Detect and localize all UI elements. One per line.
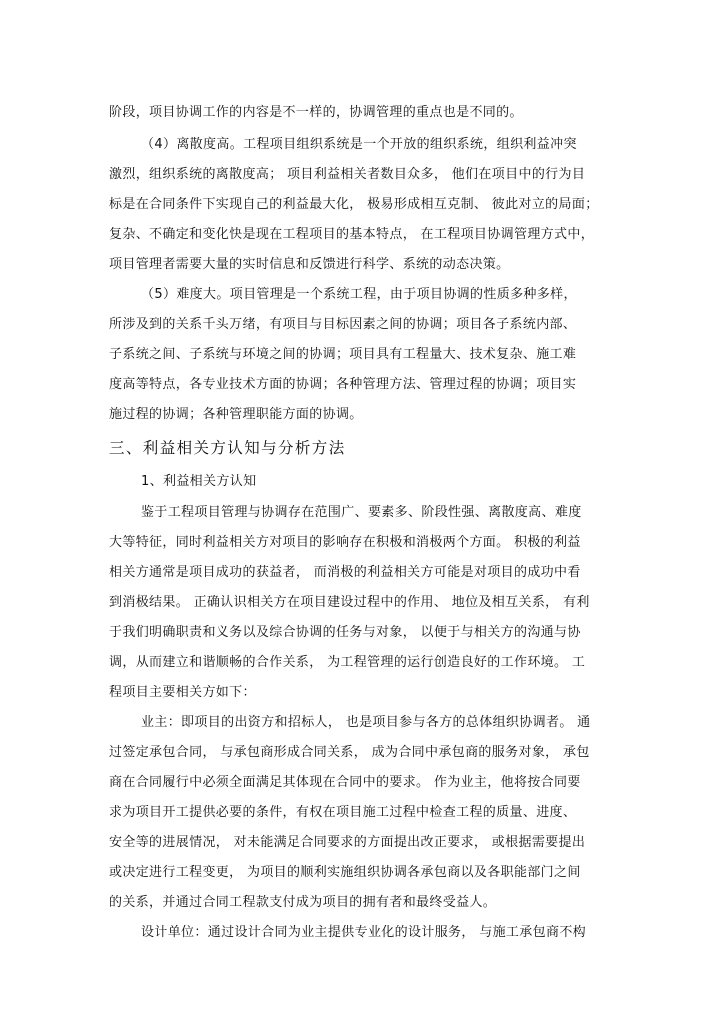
subsection-heading: 1、利益相关方认知 — [141, 474, 257, 489]
paragraph-start-line: 鉴于工程项目管理与协调存在范围广、要素多、阶段性强、离散度高、难度 — [141, 505, 582, 520]
text-line: 或决定进行工程变更， 为项目的顺利实施组织协调各承包商以及各职能部门之间 — [109, 865, 581, 880]
text-line: 项目管理者需要大量的实时信息和反馈进行科学、系统的动态决策。 — [109, 257, 510, 272]
paragraph-start-line: （5）难度大。项目管理是一个系统工程，由于项目协调的性质多种多样， — [141, 287, 577, 302]
paragraph-start-line: （4）离散度高。工程项目组织系统是一个开放的组织系统，组织利益冲突 — [141, 137, 577, 152]
text-line: 于我们明确职责和义务以及综合协调的任务与对象， 以便于与相关方的沟通与协 — [109, 625, 581, 640]
text-line: 标是在合同条件下实现自己的利益最大化， 极易形成相互克制、 彼此对立的局面； — [109, 197, 599, 212]
text-line: 商在合同履行中必须全面满足其体现在合同中的要求。 作为业主，他将按合同要 — [109, 775, 581, 790]
text-line: 度高等特点，各专业技术方面的协调；各种管理方法、管理过程的协调；项目实 — [109, 377, 577, 392]
text-line: 施过程的协调；各种管理职能方面的协调。 — [109, 407, 363, 422]
text-line: 阶段，项目协调工作的内容是不一样的，协调管理的重点也是不同的。 — [109, 105, 523, 120]
text-line: 所涉及到的关系千头万绪，有项目与目标因素之间的协调；项目各子系统内部、 — [109, 317, 577, 332]
text-line: 程项目主要相关方如下： — [109, 685, 256, 700]
text-line: 过签定承包合同， 与承包商形成合同关系， 成为合同中承包商的服务对象， 承包 — [109, 745, 590, 760]
section-heading: 三、利益相关方认知与分析方法 — [109, 439, 346, 457]
text-line: 求为项目开工提供必要的条件，有权在项目施工过程中检查工程的质量、进度、 — [109, 805, 577, 820]
text-line: 到消极结果。 正确认识相关方在项目建设过程中的作用、 地位及相互关系， 有利 — [109, 595, 590, 610]
text-line: 安全等的进展情况， 对未能满足合同要求的方面提出改正要求， 或根据需要提出 — [109, 835, 586, 850]
text-line: 大等特征，同时利益相关方对项目的影响存在积极和消极两个方面。 积极的利益 — [109, 535, 581, 550]
text-line: 激烈，组织系统的离散度高； 项目利益相关者数目众多， 他们在项目中的行为目 — [109, 167, 586, 182]
text-line: 的关系，并通过合同工程款支付成为项目的拥有者和最终受益人。 — [109, 895, 497, 910]
text-line: 调，从而建立和谐顺畅的合作关系， 为工程管理的运行创造良好的工作环境。 工 — [109, 655, 586, 670]
text-line: 子系统之间、子系统与环境之间的协调；项目具有工程量大、技术复杂、施工难 — [109, 347, 577, 362]
text-line: 相关方通常是项目成功的获益者， 而消极的利益相关方可能是对项目的成功中看 — [109, 565, 581, 580]
paragraph-start-line: 设计单位：通过设计合同为业主提供专业化的设计服务， 与施工承包商不构 — [141, 925, 587, 940]
text-line: 复杂、不确定和变化快是现在工程项目的基本特点， 在工程项目协调管理方式中， — [109, 227, 595, 242]
paragraph-start-line: 业主：即项目的出资方和招标人， 也是项目参与各方的总体组织协调者。 通 — [141, 715, 591, 730]
